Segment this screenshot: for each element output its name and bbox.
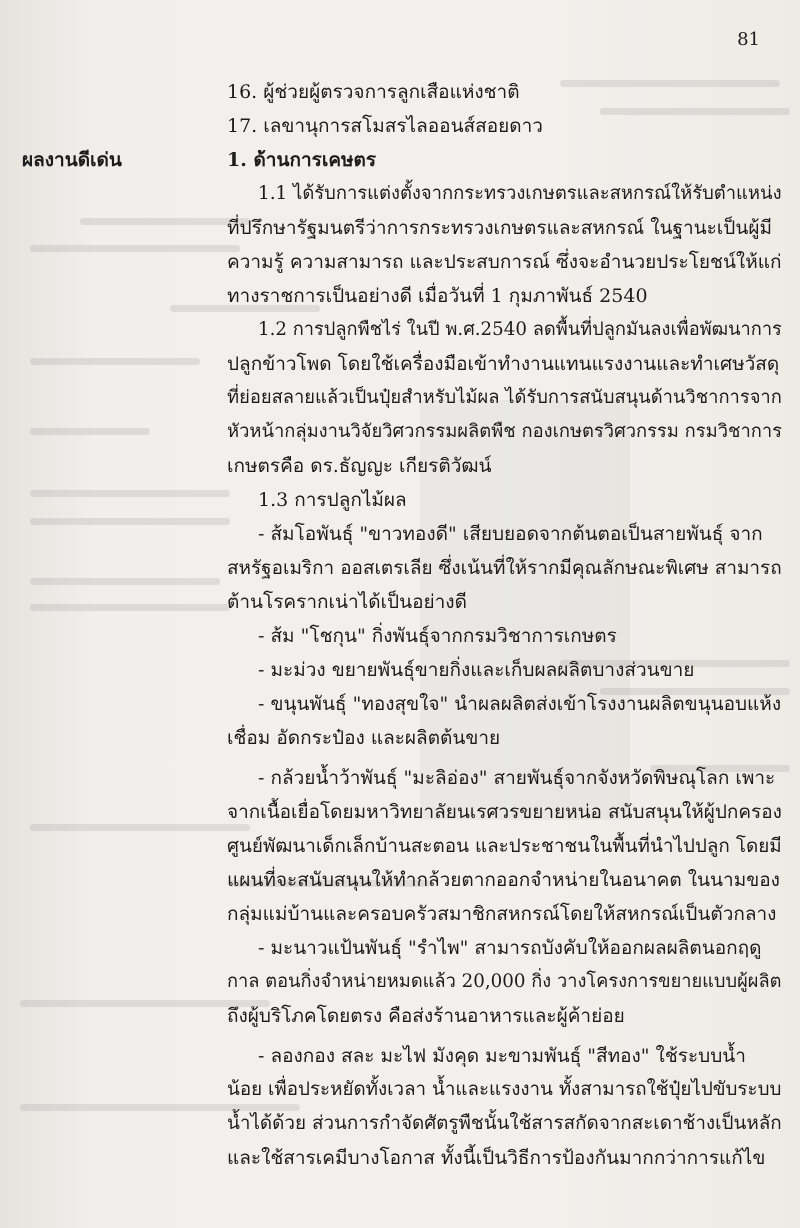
bleed-through-line [30,245,240,252]
section-heading: 1. ด้านการเคษตร [227,149,377,171]
paragraph-line: ศูนย์พัฒนาเด็กเล็กบ้านสะตอน และประชาชนในพื้นที่นำไปปลูก โดยมี [227,835,782,857]
bleed-through-line [20,1104,300,1111]
list-item: 17. เลขานุการสโมสรไลออนส์สอยดาว [227,115,543,137]
paragraph-line: จากเนื้อเยื่อโดยมหาวิทยาลัยนเรศวรขยายหน่อ สนับสนุนให้ผู้ปกครอง [227,801,782,823]
bullet-item: - ส้ม "โชกุน" กิ่งพันธุ์จากกรมวิชาการเกษตร [258,625,617,647]
bleed-through-line [80,218,250,225]
paragraph-line: สหรัฐอเมริกา ออสเตรเลีย ซึ่งเน้นที่ให้รากมีคุณลักษณะพิเศษ สามารถ [227,557,782,579]
bullet-item: - ขนุนพันธุ์ "ทองสุขใจ" นำผลผลิตส่งเข้าโรงงานผลิตขนุนอบแห้ง [258,693,782,715]
paragraph-line: เชื่อม อัดกระป๋อง และผลิตต้นขาย [227,727,501,749]
bleed-through-line [30,578,220,585]
list-item: 16. ผู้ช่วยผู้ตรวจการลูกเสือแห่งชาติ [227,81,520,103]
paragraph-line: หัวหน้ากลุ่มงานวิจัยวิศวกรรมผลิตพืช กองเกษตรวิศวกรรม กรมวิชาการ [227,421,782,442]
bleed-through-line [30,428,150,435]
paragraph-line: และใช้สารเคมีบางโอกาส ทั้งนี้เป็นวิธีการป้องกันมากกว่าการแก้ไข [227,1147,766,1169]
paragraph-line: ความรู้ ความสามารถ และประสบการณ์ ซึ่งจะอำนวยประโยชน์ให้แก่ [227,251,782,273]
paragraph-line: ที่ย่อยสลายแล้วเป็นปุ๋ยสำหรับไม้ผล ได้รับการสนับสนุนด้านวิชาการจาก [227,387,782,408]
bleed-through-line [30,518,230,525]
paragraph-line: 1.1 ได้รับการแต่งตั้งจากกระทรวงเกษตรและสหกรณ์ให้รับตำแหน่ง [258,183,782,204]
bleed-through-line [600,108,790,115]
paragraph-line: ถึงผู้บริโภคโดยตรง คือส่งร้านอาหารและผู้ค้าย่อย [227,1005,625,1027]
paragraph-line: ทางราชการเป็นอย่างดี เมื่อวันที่ 1 กุมภาพันธ์ 2540 [227,285,648,307]
paragraph-line: ปลูกข้าวโพด โดยใช้เครื่องมือเข้าทำงานแทนแรงงานและทำเศษวัสดุ [227,353,780,375]
bleed-through-line [560,80,780,87]
paragraph-line: 1.2 การปลูกพืชไร่ ในปี พ.ศ.2540 ลดพื้นที่ปลูกมันลงเพื่อพัฒนาการ [258,319,782,340]
section-label: ผลงานดีเด่น [22,149,122,171]
bullet-item: - ลองกอง สละ มะไฟ มังคุด มะขามพันธุ์ "สีทอง" ใช้ระบบน้ำ [258,1045,746,1067]
bullet-item: - มะม่วง ขยายพันธุ์ขายกิ่งและเก็บผลผลิตบางส่วนขาย [258,659,695,681]
paragraph-line: กาล ตอนกิ่งจำหน่ายหมดแล้ว 20,000 กิ่ง วางโครงการขยายแบบผู้ผลิต [227,971,782,992]
bleed-through-line [30,358,200,365]
paragraph-line: แผนที่จะสนับสนุนให้ทำกล้วยตากออกจำหน่ายในอนาคต ในนามของ [227,869,780,891]
paragraph-line: น้ำได้ด้วย ส่วนการกำจัดศัตรูพืชนั้นใช้สารสกัดจากสะเดาช้างเป็นหลัก [227,1113,782,1134]
paragraph-line: เกษตรคือ ดร.ธัญญะ เกียรติวัฒน์ [227,455,492,477]
bleed-through-line [30,604,230,611]
paragraph-line: ที่ปรึกษารัฐมนตรีว่าการกระทรวงเกษตรและสหกรณ์ ในฐานะเป็นผู้มี [227,217,773,239]
paragraph-line: ต้านโรครากเน่าได้เป็นอย่างดี [227,591,467,613]
page-number: 81 [737,29,760,50]
paragraph-line: กลุ่มแม่บ้านและครอบครัวสมาชิกสหกรณ์โดยให้สหกรณ์เป็นตัวกลาง [227,903,777,925]
bleed-through-line [30,490,230,497]
bleed-through-line [30,824,250,831]
bullet-item: - กล้วยน้ำว้าพันธุ์ "มะลิอ่อง" สายพันธุ์จากจังหวัดพิษณุโลก เพาะ [258,767,776,789]
bullet-item: - มะนาวแป้นพันธุ์ "รำไพ" สามารถบังคับให้ออกผลผลิตนอกฤดู [258,937,762,959]
subheading: 1.3 การปลูกไม้ผล [258,489,407,511]
paragraph-line: น้อย เพื่อประหยัดทั้งเวลา น้ำและแรงงาน ทั้งสามารถใช้ปุ๋ยไปขับระบบ [227,1079,782,1100]
bullet-item: - ส้มโอพันธุ์ "ขาวทองดี" เสียบยอดจากต้นตอเป็นสายพันธุ์ จาก [258,523,763,545]
